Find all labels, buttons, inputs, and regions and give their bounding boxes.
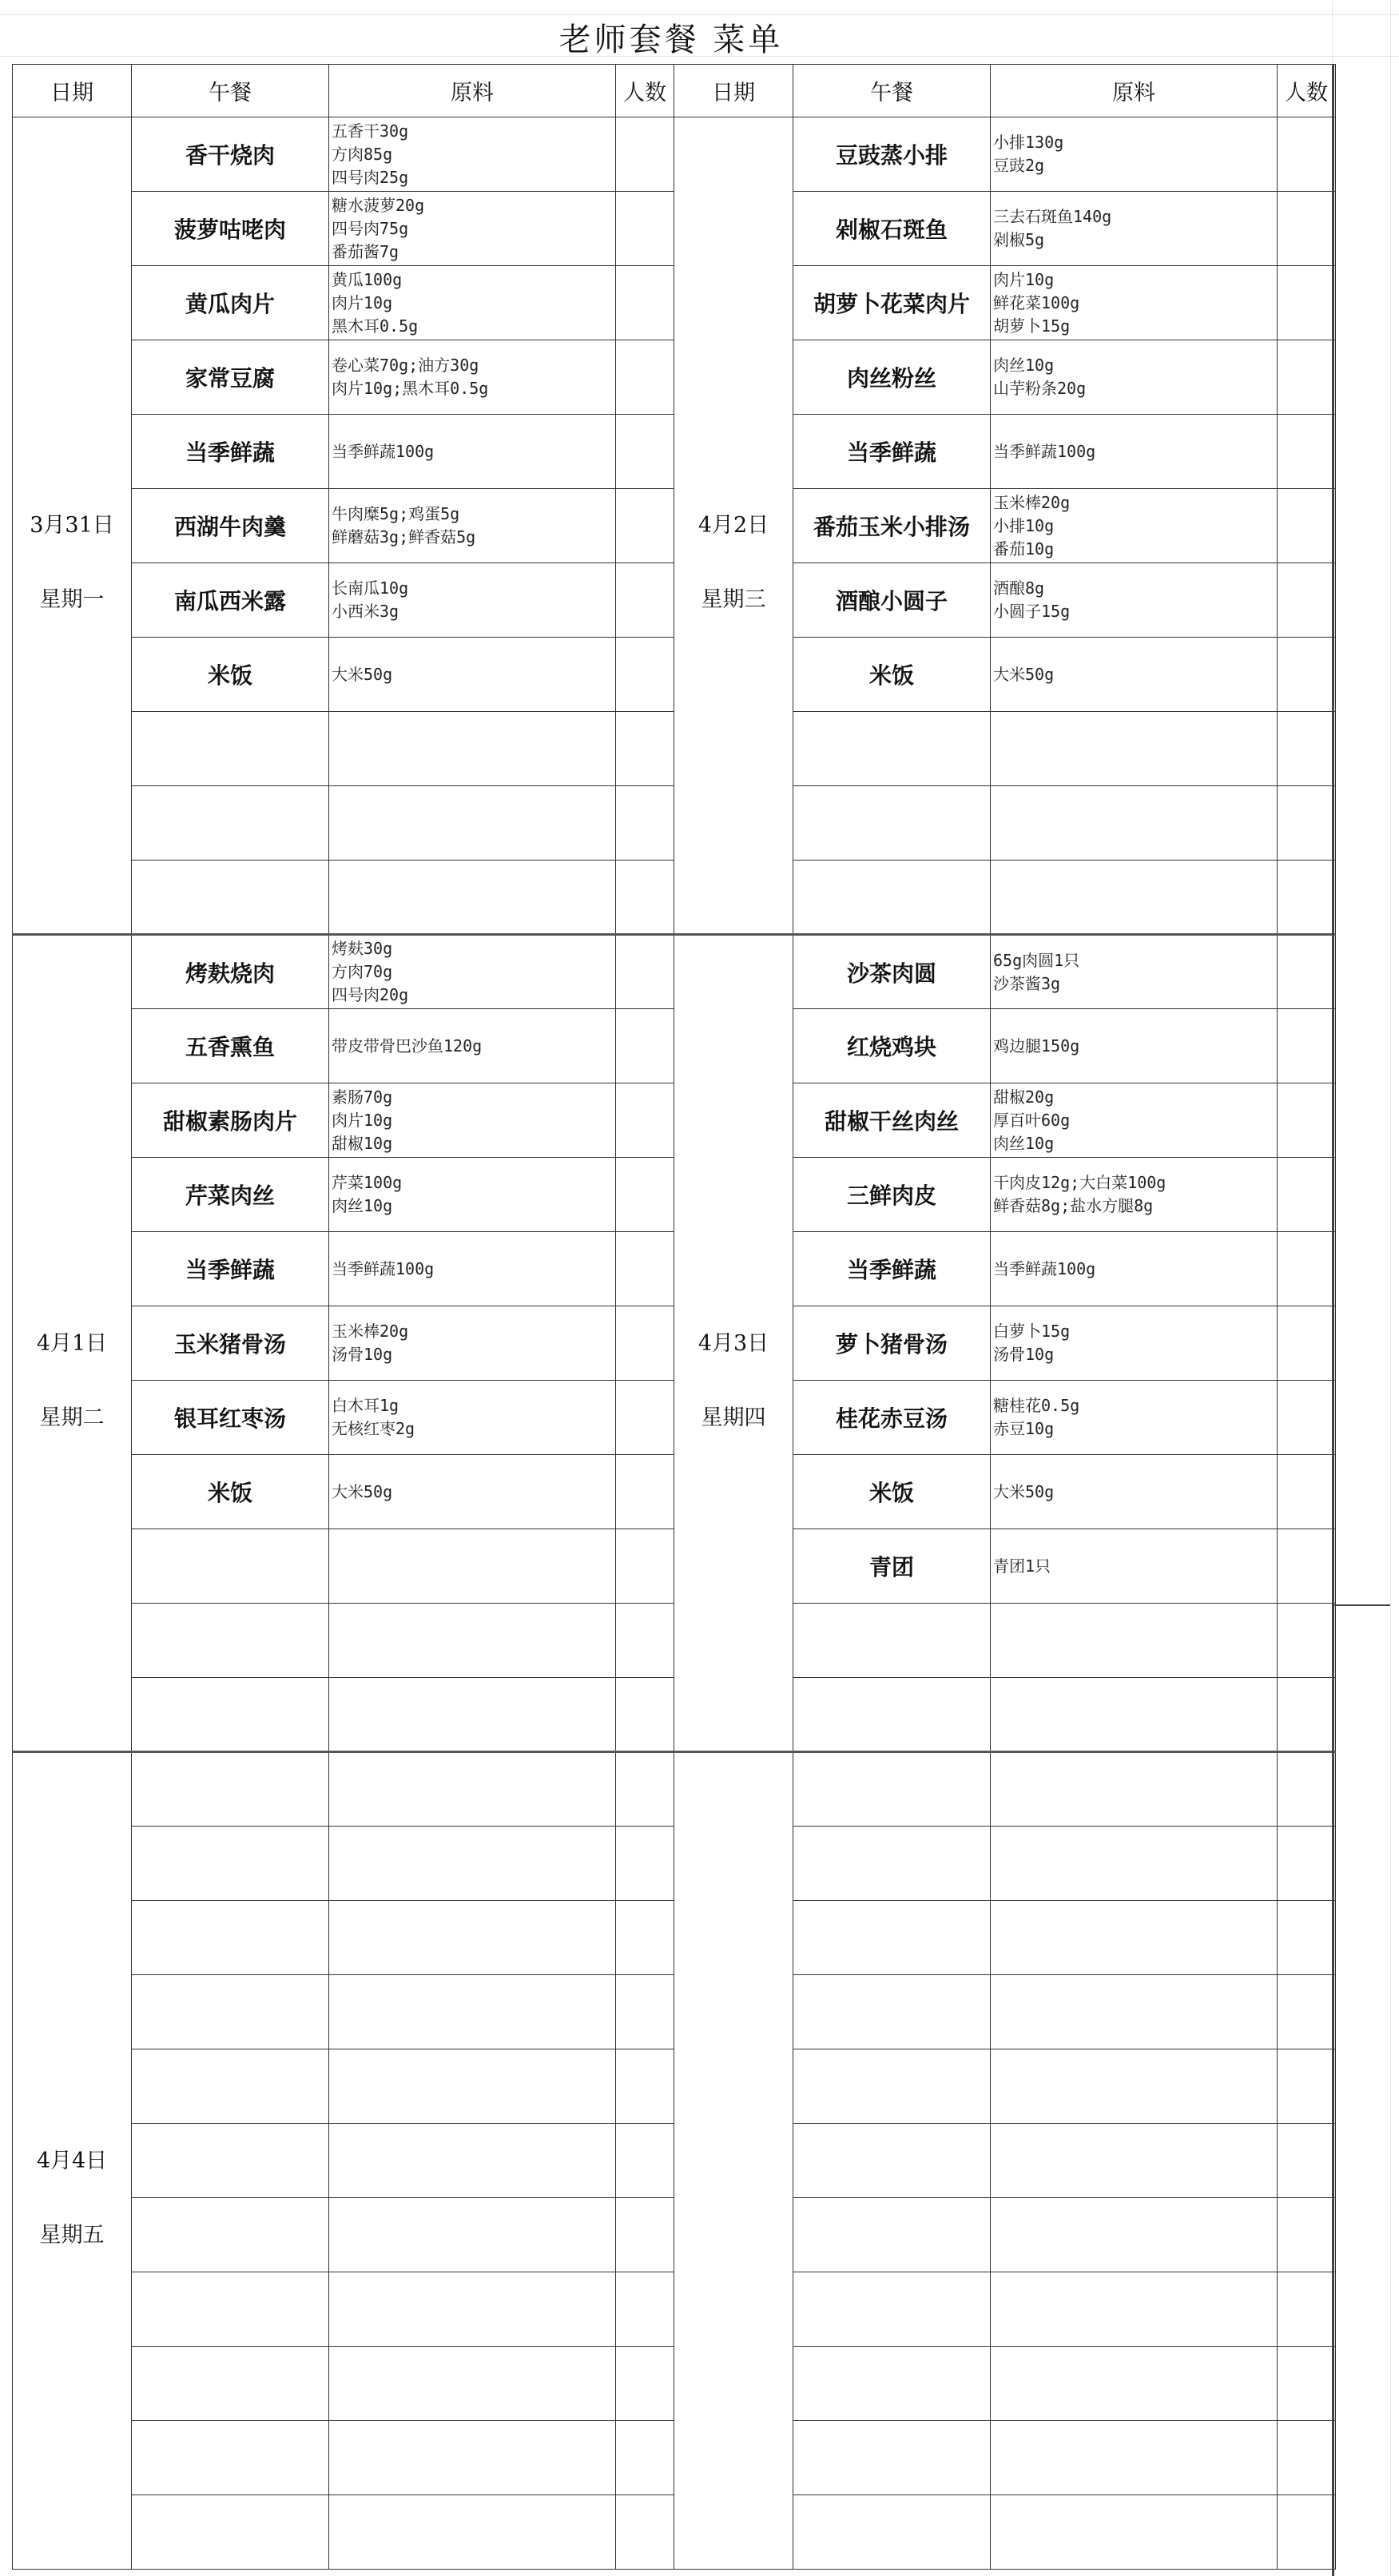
ingredients-cell: 当季鲜蔬100g	[991, 415, 1278, 489]
header-date: 日期	[13, 65, 132, 117]
ingredients-cell: 青团1只	[991, 1529, 1278, 1604]
ingredients-cell: 素肠70g 肉片10g 甜椒10g	[329, 1083, 616, 1158]
dish-name: 银耳红枣汤	[132, 1381, 329, 1455]
count-cell	[616, 192, 674, 266]
ingredients-cell	[991, 861, 1278, 935]
header-count: 人数	[616, 65, 674, 117]
dish-name	[132, 1901, 329, 1975]
ingredients-cell	[329, 712, 616, 786]
dish-name: 当季鲜蔬	[793, 1232, 991, 1306]
dish-name	[793, 1604, 991, 1678]
count-cell	[616, 712, 674, 786]
dish-name	[132, 1678, 329, 1752]
weekday-label: 星期四	[701, 1405, 766, 1430]
count-cell	[1278, 2421, 1336, 2495]
ingredients-cell: 甜椒20g 厚百叶60g 肉丝10g	[991, 1083, 1278, 1158]
dish-name	[793, 712, 991, 786]
dish-name: 米饭	[793, 1455, 991, 1529]
count-cell	[1278, 861, 1336, 935]
date-cell	[674, 935, 793, 1752]
header-count: 人数	[1278, 65, 1336, 117]
ingredients-cell: 黄瓜100g 肉片10g 黑木耳0.5g	[329, 266, 616, 340]
dish-name	[132, 2421, 329, 2495]
ingredients-cell	[329, 786, 616, 861]
dish-name: 胡萝卜花菜肉片	[793, 266, 991, 340]
ingredients-cell: 当季鲜蔬100g	[991, 1232, 1278, 1306]
dish-name: 红烧鸡块	[793, 1009, 991, 1083]
ingredients-cell: 糖桂花0.5g 赤豆10g	[991, 1381, 1278, 1455]
count-cell	[1278, 340, 1336, 415]
count-cell	[1278, 1901, 1336, 1975]
menu-table	[12, 64, 1336, 2570]
ingredients-cell: 五香干30g 方肉85g 四号肉25g	[329, 117, 616, 192]
ingredients-cell: 牛肉糜5g;鸡蛋5g 鲜蘑菇3g;鲜香菇5g	[329, 489, 616, 563]
ingredients-cell	[329, 1678, 616, 1752]
dish-name: 芹菜肉丝	[132, 1158, 329, 1232]
ingredients-cell: 肉丝10g 山芋粉条20g	[991, 340, 1278, 415]
count-cell	[1278, 563, 1336, 638]
count-cell	[616, 117, 674, 192]
count-cell	[1278, 117, 1336, 192]
dish-name	[793, 786, 991, 861]
ingredients-cell: 玉米棒20g 汤骨10g	[329, 1306, 616, 1381]
ingredients-cell: 小排130g 豆豉2g	[991, 117, 1278, 192]
count-cell	[616, 2421, 674, 2495]
table-row	[13, 935, 1336, 1009]
date-cell	[13, 935, 132, 1752]
ingredients-cell	[991, 712, 1278, 786]
dish-name: 桂花赤豆汤	[793, 1381, 991, 1455]
ingredients-cell: 肉片10g 鲜花菜100g 胡萝卜15g	[991, 266, 1278, 340]
count-cell	[616, 2198, 674, 2272]
ingredients-cell	[329, 2198, 616, 2272]
ingredients-cell	[991, 1678, 1278, 1752]
ingredients-cell	[991, 2272, 1278, 2347]
dish-name: 剁椒石斑鱼	[793, 192, 991, 266]
count-cell	[616, 2049, 674, 2124]
dish-name	[793, 2347, 991, 2421]
count-cell	[1278, 1455, 1336, 1529]
dish-name	[132, 2049, 329, 2124]
count-cell	[616, 1009, 674, 1083]
table-right-border	[1332, 64, 1334, 2576]
ingredients-cell: 鸡边腿150g	[991, 1009, 1278, 1083]
ingredients-cell	[991, 1975, 1278, 2049]
date-label: 3月31日	[30, 513, 114, 538]
ingredients-cell	[991, 2049, 1278, 2124]
ingredients-cell: 酒酿8g 小圆子15g	[991, 563, 1278, 638]
dish-name: 家常豆腐	[132, 340, 329, 415]
count-cell	[1278, 935, 1336, 1009]
dish-name: 萝卜猪骨汤	[793, 1306, 991, 1381]
ingredients-cell: 玉米棒20g 小排10g 番茄10g	[991, 489, 1278, 563]
dish-name: 肉丝粉丝	[793, 340, 991, 415]
ingredients-cell: 糖水菠萝20g 四号肉75g 番茄酱7g	[329, 192, 616, 266]
ingredients-cell	[329, 2347, 616, 2421]
count-cell	[616, 266, 674, 340]
count-cell	[1278, 1083, 1336, 1158]
dish-name: 番茄玉米小排汤	[793, 489, 991, 563]
date-label: 4月4日	[36, 2149, 108, 2173]
ingredients-cell	[991, 2124, 1278, 2198]
count-cell	[616, 935, 674, 1009]
ingredients-cell	[329, 2421, 616, 2495]
count-cell	[1278, 2272, 1336, 2347]
count-cell	[616, 2495, 674, 2570]
count-cell	[1278, 415, 1336, 489]
count-cell	[616, 1678, 674, 1752]
count-cell	[616, 786, 674, 861]
dish-name: 甜椒素肠肉片	[132, 1083, 329, 1158]
dish-name	[132, 1752, 329, 1827]
ingredients-cell	[329, 1901, 616, 1975]
dish-name	[132, 2272, 329, 2347]
dish-name	[793, 1752, 991, 1827]
count-cell	[616, 1975, 674, 2049]
dish-name	[132, 861, 329, 935]
dish-name: 酒酿小圆子	[793, 563, 991, 638]
dish-name	[132, 2124, 329, 2198]
count-cell	[616, 1529, 674, 1604]
dish-name: 黄瓜肉片	[132, 266, 329, 340]
count-cell	[616, 638, 674, 712]
dish-name: 青团	[793, 1529, 991, 1604]
ingredients-cell: 白萝卜15g 汤骨10g	[991, 1306, 1278, 1381]
dish-name	[793, 2198, 991, 2272]
dish-name	[132, 786, 329, 861]
table-row	[13, 1752, 1336, 1827]
dish-name	[793, 2495, 991, 2570]
count-cell	[1278, 1529, 1336, 1604]
gridline	[0, 14, 1399, 15]
count-cell	[1278, 712, 1336, 786]
weekday-label: 星期五	[39, 2223, 105, 2248]
ingredients-cell: 三去石斑鱼140g 剁椒5g	[991, 192, 1278, 266]
count-cell	[1278, 638, 1336, 712]
ingredients-cell: 65g肉圆1只 沙茶酱3g	[991, 935, 1278, 1009]
ingredients-cell	[991, 1752, 1278, 1827]
dish-name: 当季鲜蔬	[132, 415, 329, 489]
count-cell	[616, 1455, 674, 1529]
count-cell	[616, 489, 674, 563]
ingredients-cell	[991, 1604, 1278, 1678]
weekday-label: 星期三	[701, 587, 766, 612]
dish-name: 当季鲜蔬	[132, 1232, 329, 1306]
ingredients-cell: 烤麸30g 方肉70g 四号肉20g	[329, 935, 616, 1009]
dish-name: 烤麸烧肉	[132, 935, 329, 1009]
count-cell	[1278, 1158, 1336, 1232]
dish-name	[132, 2495, 329, 2570]
date-label: 4月1日	[36, 1331, 108, 1356]
dish-name	[793, 1901, 991, 1975]
count-cell	[616, 1083, 674, 1158]
header-ingredients: 原料	[329, 65, 616, 117]
dish-name: 米饭	[793, 638, 991, 712]
dish-name: 西湖牛肉羹	[132, 489, 329, 563]
count-cell	[1278, 1381, 1336, 1455]
dish-name	[793, 1678, 991, 1752]
count-cell	[1278, 1009, 1336, 1083]
gridline	[1390, 0, 1391, 2576]
count-cell	[1278, 266, 1336, 340]
count-cell	[1278, 1752, 1336, 1827]
dish-name	[793, 861, 991, 935]
dish-name	[132, 1975, 329, 2049]
ingredients-cell	[329, 2272, 616, 2347]
ingredients-cell: 长南瓜10g 小西米3g	[329, 563, 616, 638]
ingredients-cell	[329, 2495, 616, 2570]
dish-name	[793, 2124, 991, 2198]
dish-name: 菠萝咕咾肉	[132, 192, 329, 266]
ingredients-cell	[991, 2495, 1278, 2570]
dish-name	[793, 1827, 991, 1901]
count-cell	[616, 1306, 674, 1381]
count-cell	[616, 1381, 674, 1455]
date-cell	[13, 1752, 132, 2570]
ingredients-cell	[991, 2421, 1278, 2495]
ingredients-cell: 当季鲜蔬100g	[329, 415, 616, 489]
count-cell	[616, 340, 674, 415]
ingredients-cell	[991, 1901, 1278, 1975]
dish-name	[793, 2421, 991, 2495]
table-row	[13, 117, 1336, 192]
ingredients-cell	[991, 2347, 1278, 2421]
date-label: 4月2日	[698, 513, 769, 538]
ingredients-cell: 带皮带骨巴沙鱼120g	[329, 1009, 616, 1083]
count-cell	[1278, 1827, 1336, 1901]
dish-name	[793, 2272, 991, 2347]
count-cell	[1278, 2049, 1336, 2124]
ingredients-cell	[329, 1604, 616, 1678]
date-cell	[674, 1752, 793, 2570]
ingredients-cell: 大米50g	[991, 1455, 1278, 1529]
date-cell	[674, 117, 793, 935]
ingredients-cell	[991, 786, 1278, 861]
dish-name: 沙茶肉圆	[793, 935, 991, 1009]
dish-name: 南瓜西米露	[132, 563, 329, 638]
header-date: 日期	[674, 65, 793, 117]
date-label: 4月3日	[698, 1331, 769, 1356]
border-mark	[1334, 1604, 1390, 1606]
ingredients-cell	[991, 1827, 1278, 1901]
count-cell	[616, 1752, 674, 1827]
dish-name: 当季鲜蔬	[793, 415, 991, 489]
ingredients-cell	[329, 1752, 616, 1827]
dish-name: 玉米猪骨汤	[132, 1306, 329, 1381]
ingredients-cell	[329, 2049, 616, 2124]
dish-name: 豆豉蒸小排	[793, 117, 991, 192]
header-ingredients: 原料	[991, 65, 1278, 117]
header-lunch: 午餐	[132, 65, 329, 117]
dish-name	[132, 1827, 329, 1901]
page-title: 老师套餐 菜单	[558, 22, 784, 58]
count-cell	[1278, 2495, 1336, 2570]
count-cell	[616, 2124, 674, 2198]
count-cell	[1278, 786, 1336, 861]
count-cell	[1278, 2347, 1336, 2421]
weekday-label: 星期一	[39, 587, 105, 612]
count-cell	[1278, 1306, 1336, 1381]
dish-name: 米饭	[132, 1455, 329, 1529]
ingredients-cell: 当季鲜蔬100g	[329, 1232, 616, 1306]
dish-name	[132, 2347, 329, 2421]
count-cell	[616, 415, 674, 489]
count-cell	[1278, 2124, 1336, 2198]
ingredients-cell: 大米50g	[991, 638, 1278, 712]
ingredients-cell: 干肉皮12g;大白菜100g 鲜香菇8g;盐水方腿8g	[991, 1158, 1278, 1232]
date-cell	[13, 117, 132, 935]
dish-name: 五香熏鱼	[132, 1009, 329, 1083]
count-cell	[616, 1232, 674, 1306]
ingredients-cell: 卷心菜70g;油方30g 肉片10g;黑木耳0.5g	[329, 340, 616, 415]
count-cell	[1278, 1232, 1336, 1306]
count-cell	[1278, 192, 1336, 266]
count-cell	[616, 1158, 674, 1232]
dish-name	[132, 1604, 329, 1678]
ingredients-cell	[329, 861, 616, 935]
count-cell	[616, 563, 674, 638]
ingredients-cell	[329, 1529, 616, 1604]
count-cell	[1278, 1975, 1336, 2049]
header-lunch: 午餐	[793, 65, 991, 117]
count-cell	[1278, 1604, 1336, 1678]
count-cell	[616, 861, 674, 935]
count-cell	[616, 1901, 674, 1975]
dish-name	[132, 712, 329, 786]
dish-name: 米饭	[132, 638, 329, 712]
count-cell	[616, 2347, 674, 2421]
dish-name	[132, 2198, 329, 2272]
count-cell	[1278, 489, 1336, 563]
dish-name: 香干烧肉	[132, 117, 329, 192]
count-cell	[616, 1827, 674, 1901]
dish-name	[793, 2049, 991, 2124]
count-cell	[616, 2272, 674, 2347]
header-row	[13, 65, 1336, 117]
dish-name: 甜椒干丝肉丝	[793, 1083, 991, 1158]
ingredients-cell: 白木耳1g 无核红枣2g	[329, 1381, 616, 1455]
ingredients-cell	[329, 2124, 616, 2198]
ingredients-cell: 芹菜100g 肉丝10g	[329, 1158, 616, 1232]
count-cell	[1278, 2198, 1336, 2272]
ingredients-cell	[991, 2198, 1278, 2272]
dish-name	[793, 1975, 991, 2049]
ingredients-cell	[329, 1827, 616, 1901]
dish-name: 三鲜肉皮	[793, 1158, 991, 1232]
count-cell	[1278, 1678, 1336, 1752]
ingredients-cell: 大米50g	[329, 638, 616, 712]
dish-name	[132, 1529, 329, 1604]
count-cell	[616, 1604, 674, 1678]
ingredients-cell: 大米50g	[329, 1455, 616, 1529]
weekday-label: 星期二	[39, 1405, 105, 1430]
ingredients-cell	[329, 1975, 616, 2049]
